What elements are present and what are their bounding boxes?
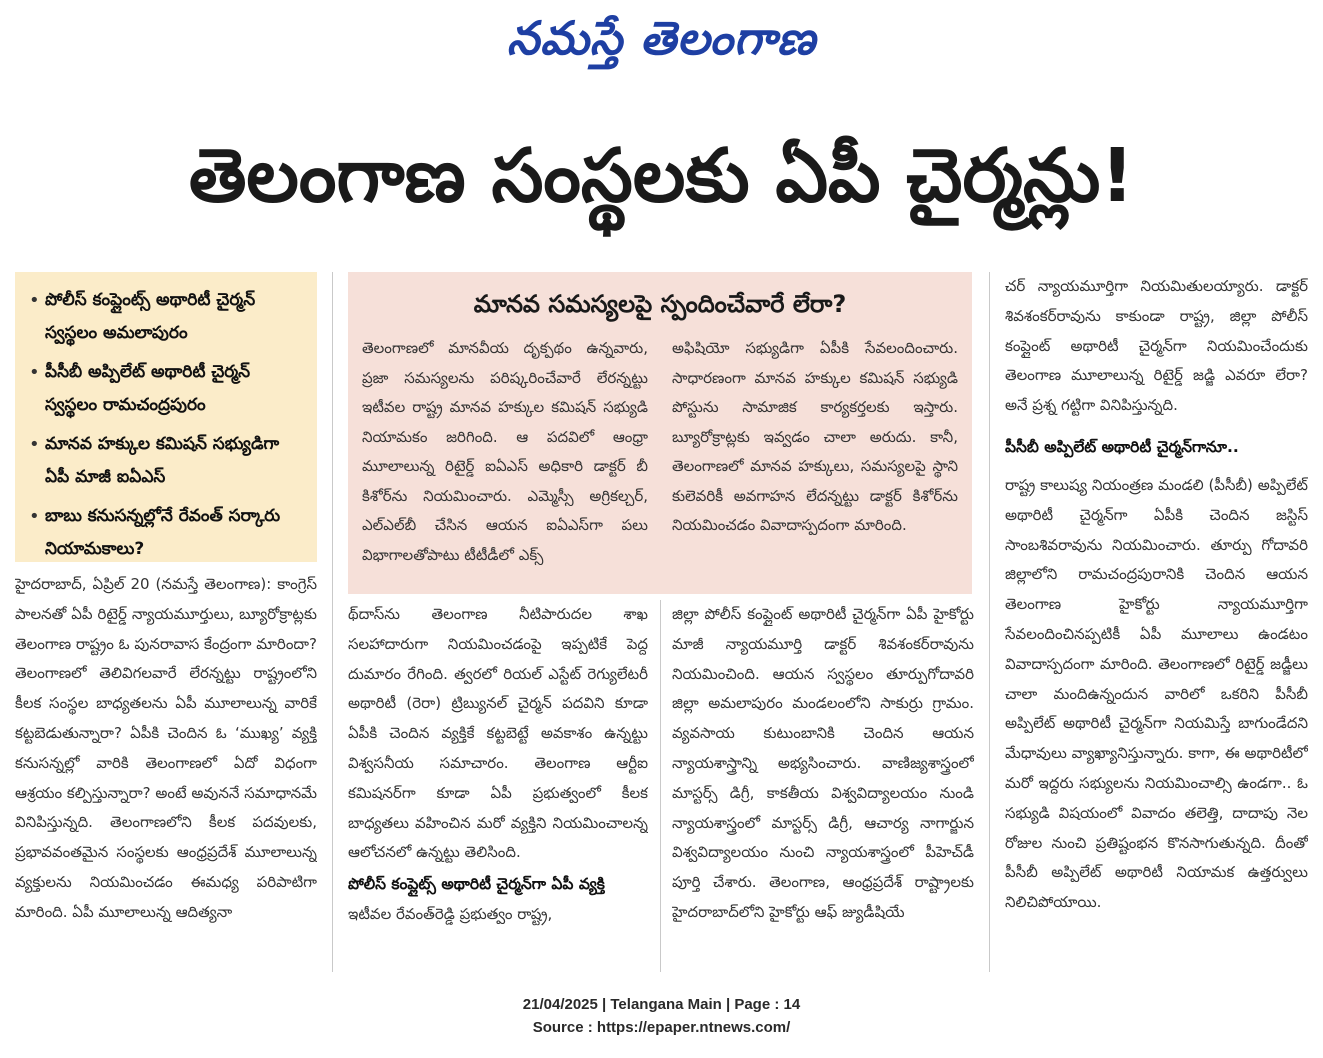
highlights-box xyxy=(15,272,317,562)
highlight-item xyxy=(29,500,307,566)
section-subhead: పోలీస్ కంప్లైట్స్ అథారిటీ చైర్మన్‌గా ఏపీ వ్యక్తి xyxy=(348,875,605,894)
footer-date-edition: 21/04/2025 | Telangana Main | Page : 14 xyxy=(522,996,801,1013)
page-headline: తెలంగాణ సంస్థలకు ఏపీ చైర్మన్లు! xyxy=(188,133,1135,219)
highlight-item xyxy=(29,428,307,494)
sidebox-columns xyxy=(362,334,958,570)
sidebox-human-rights xyxy=(348,272,972,594)
column-divider xyxy=(989,272,990,972)
article-column-2 xyxy=(348,600,648,975)
column-divider xyxy=(332,272,333,972)
article-paragraph: చర్ న్యాయమూర్తిగా నియమితులయ్యారు. డాక్టర్ శివశంకర్‌రావును కాకుండా రాష్ట్ర, జిల్లా పోలీస్ కంప్లైంట్ అథారిటీ చైర్మన్‌గా నియమించేందుకు తెలంగాణ మూలాలున్న రిటైర్డ్ జడ్జి ఎవరూ లేరా? అనే ప్రశ్న గట్టిగా వినిపిస్తున్నది. xyxy=(1005,277,1308,415)
newspaper-masthead: నమస్తే తెలంగాణ xyxy=(506,11,817,65)
section-subhead: పీసీబీ అప్పిలేట్ అథారిటీ చైర్మన్‌గానూ.. xyxy=(1005,437,1239,456)
bullet-icon: • xyxy=(29,290,40,311)
highlight-text: పీసీబీ అప్పిలేట్ అథారిటీ చైర్మన్ స్వస్థలం రామచంద్రపురం xyxy=(45,362,251,415)
sidebox-title: మానవ సమస్యలపై స్పందించేవారే లేరా? xyxy=(473,290,847,318)
article-column-3 xyxy=(672,600,974,975)
column-divider xyxy=(660,600,661,972)
highlight-item xyxy=(29,356,307,422)
bullet-icon: • xyxy=(29,362,40,383)
highlight-text: పోలీస్ కంప్లైంట్స్ అథారిటీ చైర్మన్ స్వస్థలం అమలాపురం xyxy=(45,290,256,343)
article-paragraph: ఇటీవల రేవంత్‌రెడ్డి ప్రభుత్వం రాష్ట్ర, xyxy=(348,905,553,924)
article-column-4 xyxy=(1005,272,1308,975)
highlight-item xyxy=(29,284,307,350)
article-paragraph: హైదరాబాద్, ఏప్రిల్ 20 (నమస్తే తెలంగాణ): కాంగ్రెస్ పాలనతో ఏపీ రిటైర్డ్ న్యాయమూర్తులు, బ్యూరోక్రాట్లకు తెలంగాణ రాష్ట్రం ఓ పునరావాస కేంద్రంగా మారిందా? తెలంగాణలో తెలివిగలవారే లేరన్నట్టు రాష్ట్రంలోని కీలక సంస్థల బాధ్యతలను ఏపీ మూలాలున్న వారికే కట్టబెడుతున్నారా? ఏపీకి చెందిన ఓ ‘ముఖ్య’ వ్యక్తి కనుసన్నల్లో వారికి తెలంగాణలో ఏదో విధంగా ఆశ్రయం కల్పిస్తున్నారా? అంటే అవుననే సమాధానమే వినిపిస్తున్నది. తెలంగాణలోని కీలక పదవులకు, ప్రభావవంతమైన సంస్థలకు ఆంధ్రప్రదేశ్ మూలాలున్న వ్యక్తులను నియమించడం ఈమధ్య పరిపాటిగా మారింది. ఏపీ మూలాలున్న ఆదిత్యనా xyxy=(15,575,317,921)
sidebox-column-1: తెలంగాణలో మానవీయ దృక్పథం ఉన్నవారు, ప్రజా సమస్యలను పరిష్కరించేవారే లేరన్నట్టు ఇటీవల రాష్ట్ర మానవ హక్కుల కమిషన్ సభ్యుడి నియామకం జరిగింది. ఆ పదవిలో ఆంధ్రా మూలాలున్న రిటైర్డ్ ఐఏఎస్ అధికారి డాక్టర్ బీ కిశోర్‌ను నియమించారు. ఎమ్మెస్సీ అగ్రికల్చర్, ఎల్ఎల్‌బీ చేసిన ఆయన ఐఏఎస్‌గా పలు విభాగాలతోపాటు టీటీడీలో ఎక్స్ xyxy=(362,339,648,564)
bullet-icon: • xyxy=(29,434,40,455)
highlight-text: మానవ హక్కుల కమిషన్ సభ్యుడిగా ఏపీ మాజీ ఐఏఎస్ xyxy=(45,434,280,487)
article-paragraph: రాష్ట్ర కాలుష్య నియంత్రణ మండలి (పీసీబీ) అప్పిలేట్ అథారిటీ చైర్మన్‌గా ఏపీకి చెందిన జస్టిస్ సాంబశివరావును నియమించారు. తూర్పు గోదావరి జిల్లాలోని రామచంద్రపురానికి చెందిన ఆయన తెలంగాణ హైకోర్టు న్యాయమూర్తిగా సేవలందించినప్పటికీ ఏపీ మూలాలు ఉండటం వివాదాస్పదంగా మారింది. తెలంగాణలో రిటైర్డ్ జడ్జీలు చాలా మందిఉన్నందున వారిలో ఒకరిని పీసీబీ అప్పిలేట్ అథారిటీ చైర్మన్‌గా నియమిస్తే బాగుండేదని మేధావులు వ్యాఖ్యానిస్తున్నారు. కాగా, ఈ అథారిటీలో మరో ఇద్దరు సభ్యులను నియమించాల్సి ఉండగా.. ఓ సభ్యుడి విషయంలో వివాదం తలెత్తి, దాదాపు నెల రోజుల నుంచి ప్రతిష్టంభన కొనసాగుతున్నది. దీంతో పీసీబీ అప్పిలేట్ అథారిటీ నియామక ఉత్తర్వులు నిలిచిపోయాయి. xyxy=(1005,475,1308,912)
highlight-text: బాబు కనుసన్నల్లోనే రేవంత్ సర్కారు నియామకాలు? xyxy=(45,506,281,559)
article-paragraph: థ్‌దాస్‌ను తెలంగాణ నీటిపారుదల శాఖ సలహాదారుగా నియమించడంపై ఇప్పటికే పెద్ద దుమారం రేగింది. త్వరలో రియల్ ఎస్టేట్ రెగ్యులేటరీ అథారిటీ (రెరా) ట్రిబ్యునల్ చైర్మన్ పదవిని కూడా ఏపీకి చెందిన వ్యక్తికే కట్టబెట్టే అవకాశం ఉన్నట్టు విశ్వసనీయ సమాచారం. తెలంగాణ ఆర్టీఐ కమిషనర్‌గా కూడా ఏపీ ప్రభుత్వంలో కీలక బాధ్యతలు వహించిన మరో వ్యక్తిని నియమించాలన్న ఆలోచనలో ఉన్నట్టు తెలిసింది. xyxy=(348,605,648,862)
article-paragraph: జిల్లా పోలీస్ కంప్లైంట్ అథారిటీ చైర్మన్‌గా ఏపీ హైకోర్టు మాజీ న్యాయమూర్తి డాక్టర్ శివశంకర్‌రావును నియమించింది. ఆయన స్వస్థలం తూర్పుగోదావరి జిల్లా అమలాపురం మండలంలోని సాకుర్రు గ్రామం. వ్యవసాయ కుటుంబానికి చెందిన ఆయన న్యాయశాస్త్రాన్ని అభ్యసించారు. వాణిజ్యశాస్త్రంలో మాస్టర్స్ డిగ్రీ, కాకతీయ విశ్వవిద్యాలయం నుండి న్యాయశాస్త్రంలో మాస్టర్స్ డిగ్రీ, ఆచార్య నాగార్జున విశ్వవిద్యాలయం నుంచి న్యాయశాస్త్రంలో పీహెచ్‌డీ పూర్తి చేశారు. తెలంగాణ, ఆంధ్రప్రదేశ్ రాష్ట్రాలకు హైదరాబాద్‌లోని హైకోర్టు ఆఫ్ జ్యుడీషియే xyxy=(672,605,974,921)
bullet-icon: • xyxy=(29,506,40,527)
sidebox-column-2: అఫిషియో సభ్యుడిగా ఏపీకి సేవలందించారు. సాధారణంగా మానవ హక్కుల కమిషన్ సభ్యుడి పోస్టును సామాజిక కార్యకర్తలకు ఇస్తారు. బ్యూరోక్రాట్లకు ఇవ్వడం చాలా అరుదు. కానీ, తెలంగాణలో మానవ హక్కులు, సమస్యలపై స్థాని కులెవరికీ అవగాహన లేదన్నట్టు డాక్టర్ కిశోర్‌ను నియమించడం వివాదాస్పదంగా మారింది. xyxy=(672,339,958,534)
article-column-1 xyxy=(15,570,317,975)
footer-source: Source : https://epaper.ntnews.com/ xyxy=(532,1019,791,1036)
